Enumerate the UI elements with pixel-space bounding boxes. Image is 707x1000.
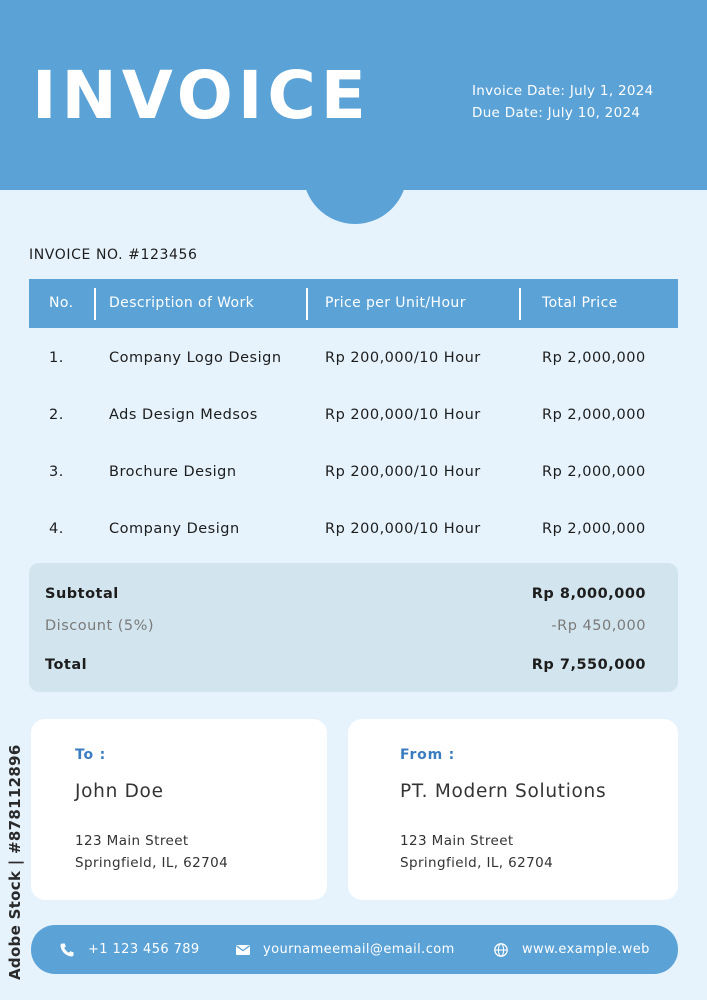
invoice-date: Invoice Date: July 1, 2024 [472,83,654,99]
invoice-title: INVOICE [32,57,371,134]
row-description: Brochure Design [109,464,237,480]
subtotal-label: Subtotal [45,586,119,602]
from-label: From : [400,747,456,763]
row-description: Company Logo Design [109,350,282,366]
email-link[interactable]: yournameemail@email.com [263,942,455,957]
discount-value: -Rp 450,000 [551,618,646,634]
globe-icon [493,942,509,958]
total-value: Rp 7,550,000 [531,657,646,673]
to-address [75,830,228,874]
table-row [29,350,678,370]
table-row [29,521,678,541]
table-row [29,464,678,484]
from-city: Springfield, IL, 62704 [400,855,554,871]
row-price: Rp 200,000/10 Hour [325,407,481,423]
subtotal-value: Rp 8,000,000 [531,586,646,602]
table-header [29,279,678,328]
mail-icon [235,942,251,958]
column-header-total: Total Price [542,295,618,311]
to-name: John Doe [75,781,164,802]
row-price: Rp 200,000/10 Hour [325,521,481,537]
row-number: 3. [49,464,64,480]
phone-icon [59,942,75,958]
phone-link[interactable]: +1 123 456 789 [88,942,200,957]
row-price: Rp 200,000/10 Hour [325,350,481,366]
total-label: Total [45,657,88,673]
table-row [29,407,678,427]
row-price: Rp 200,000/10 Hour [325,464,481,480]
row-total: Rp 2,000,000 [542,407,646,423]
column-divider [306,288,308,320]
column-header-price: Price per Unit/Hour [325,295,466,311]
to-card [31,719,327,900]
stock-id-text: Adobe Stock | #878112896 [6,744,24,980]
row-number: 1. [49,350,64,366]
website-link[interactable]: www.example.web [522,942,650,957]
row-description: Ads Design Medsos [109,407,258,423]
from-address [400,830,553,874]
invoice-dates [472,80,654,124]
row-number: 4. [49,521,64,537]
due-date: Due Date: July 10, 2024 [472,105,641,121]
column-divider [94,288,96,320]
column-header-description: Description of Work [109,295,255,311]
to-city: Springfield, IL, 62704 [75,855,229,871]
row-number: 2. [49,407,64,423]
from-name: PT. Modern Solutions [400,781,607,802]
from-card [348,719,678,900]
to-street: 123 Main Street [75,833,189,849]
row-total: Rp 2,000,000 [542,464,646,480]
row-total: Rp 2,000,000 [542,350,646,366]
summary-box [29,563,678,692]
column-divider [519,288,521,320]
to-label: To : [75,747,106,763]
row-description: Company Design [109,521,240,537]
row-total: Rp 2,000,000 [542,521,646,537]
invoice-number: INVOICE NO. #123456 [29,247,198,263]
column-header-no: No. [49,295,74,311]
from-street: 123 Main Street [400,833,514,849]
contact-footer [31,925,678,974]
discount-label: Discount (5%) [45,618,155,634]
